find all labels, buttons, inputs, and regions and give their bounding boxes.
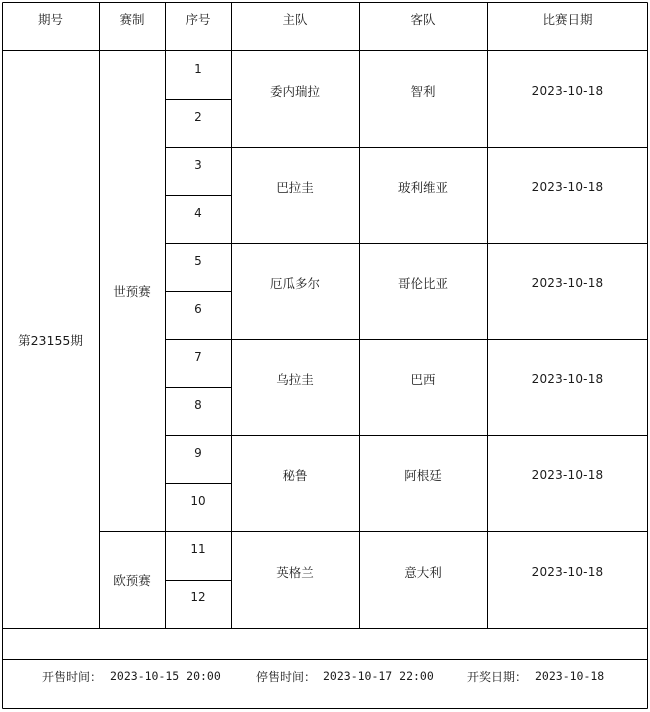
header-date: 比赛日期 (542, 12, 593, 27)
match-seq: 5 (194, 254, 202, 268)
header-away: 客队 (410, 12, 436, 27)
header-issue: 期号 (37, 12, 63, 27)
sales-info-footer (0, 664, 650, 688)
away-team: 意大利 (404, 565, 442, 580)
sale-stop-value: 2023-10-17 22:00 (323, 669, 434, 683)
match-date: 2023-10-18 (531, 565, 604, 579)
issue-value: 第23155期 (18, 332, 83, 348)
header-seq: 序号 (185, 12, 211, 27)
match-date: 2023-10-18 (531, 468, 604, 482)
sale-stop-label: 停售时间： (256, 670, 317, 684)
sale-start-value: 2023-10-15 20:00 (110, 669, 221, 683)
competition-name: 欧预赛 (113, 572, 151, 588)
home-team: 秘鲁 (282, 468, 308, 483)
match-seq: 1 (194, 62, 202, 76)
match-seq: 3 (194, 158, 202, 172)
header-home: 主队 (282, 12, 308, 27)
competition-name: 世预赛 (113, 284, 151, 299)
match-seq: 2 (194, 110, 202, 124)
away-team: 哥伦比亚 (397, 276, 448, 291)
match-date: 2023-10-18 (531, 84, 604, 98)
away-team: 玻利维亚 (397, 180, 448, 195)
match-seq: 4 (194, 206, 202, 220)
home-team: 乌拉圭 (276, 372, 314, 387)
match-seq: 11 (190, 542, 206, 556)
home-team: 委内瑞拉 (269, 84, 320, 99)
draw-date-label: 开奖日期： (467, 670, 528, 684)
sale-start-label: 开售时间： (42, 670, 103, 684)
match-seq: 6 (194, 302, 202, 316)
match-date: 2023-10-18 (531, 180, 604, 194)
match-seq: 7 (194, 350, 202, 364)
header-competition: 赛制 (119, 12, 145, 27)
match-seq: 12 (190, 590, 206, 604)
draw-date-value: 2023-10-18 (535, 669, 605, 683)
match-date: 2023-10-18 (531, 372, 604, 386)
home-team: 英格兰 (276, 565, 314, 580)
away-team: 阿根廷 (404, 468, 442, 483)
home-team: 巴拉圭 (276, 180, 314, 195)
away-team: 巴西 (410, 372, 436, 387)
home-team: 厄瓜多尔 (269, 276, 320, 291)
match-seq: 8 (194, 398, 202, 412)
away-team: 智利 (410, 84, 436, 99)
match-date: 2023-10-18 (531, 276, 604, 290)
match-seq: 9 (194, 446, 202, 460)
match-seq: 10 (190, 494, 206, 508)
